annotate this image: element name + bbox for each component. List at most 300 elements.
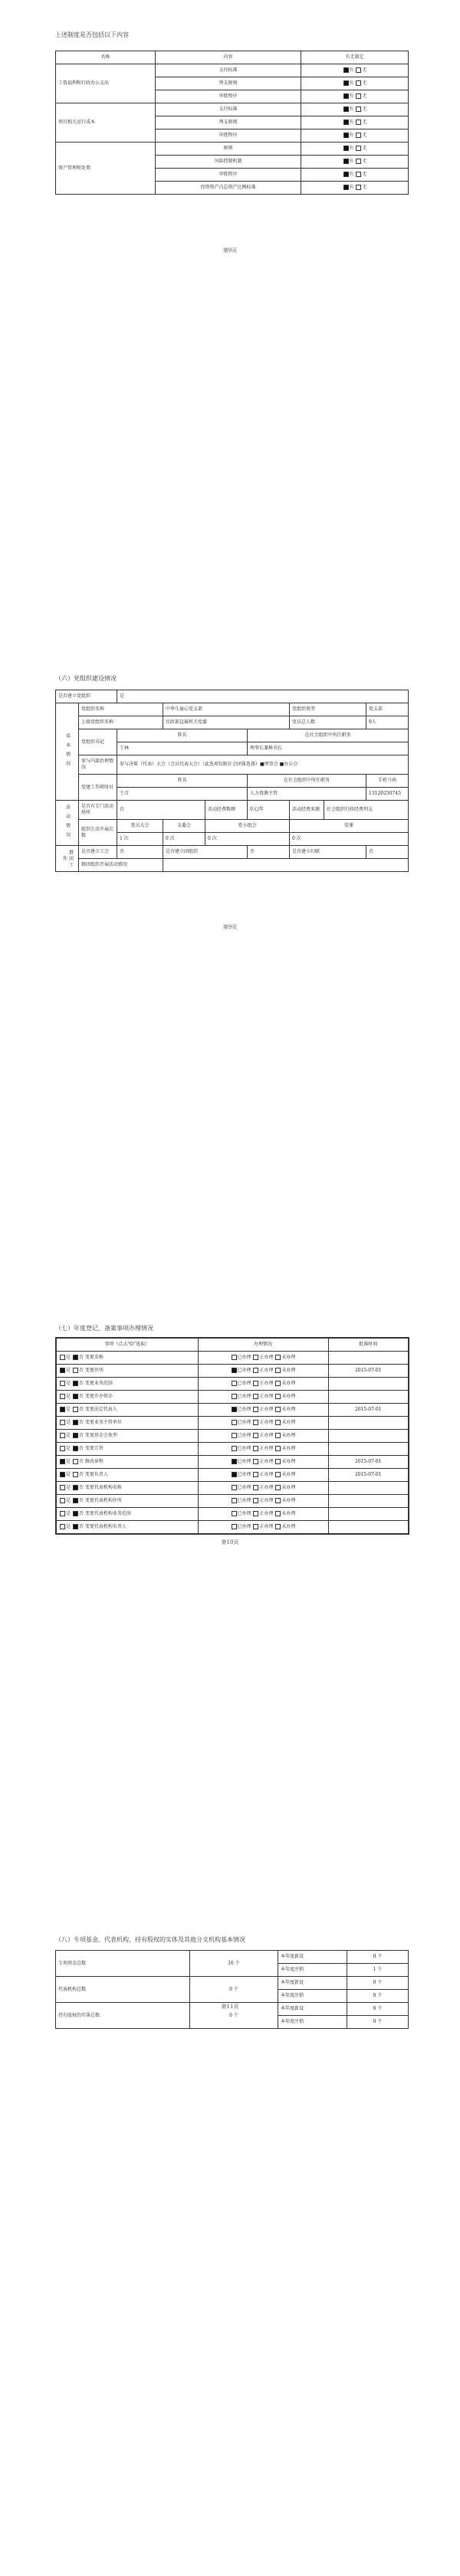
yes-label: 是 <box>66 1485 71 1490</box>
activity-side: 活动情况 <box>56 801 79 846</box>
not-label: 未办理 <box>281 1472 296 1477</box>
group-activity-value <box>163 859 409 872</box>
superior-label: 上级党组织名称 <box>79 716 163 729</box>
doing-label: 正办理 <box>259 1511 274 1516</box>
no-label: 否 <box>78 1381 84 1386</box>
checkbox-no[interactable] <box>356 146 361 151</box>
has-cell <box>301 156 409 169</box>
checkbox-yes[interactable] <box>343 146 349 151</box>
no-label: 否 <box>78 1355 84 1360</box>
radio-doing[interactable] <box>253 1472 258 1477</box>
table-row <box>56 1508 409 1521</box>
item-name: 变更名称 <box>84 1355 104 1360</box>
radio-no[interactable] <box>73 1485 78 1490</box>
section-title: （七）年度登记、备案事项办理情况 <box>55 1325 153 1332</box>
sub-value: 0 个 <box>347 1990 409 2003</box>
content-item: 审批程序 <box>156 129 301 143</box>
item-name: 变更开办资金 <box>84 1394 113 1399</box>
radio-yes[interactable] <box>60 1433 65 1438</box>
item-name: 变更业务主管单位 <box>84 1420 122 1425</box>
header-status: 办理情况 <box>198 1338 328 1352</box>
sub-value: 0 个 <box>347 1951 409 1964</box>
content-item: 原则 <box>156 143 301 156</box>
done-label: 已办理 <box>237 1368 251 1373</box>
radio-done[interactable] <box>232 1511 237 1516</box>
radio-yes[interactable] <box>60 1420 65 1425</box>
header-name: 名称 <box>56 51 156 64</box>
count-head-2: 支委会 <box>163 820 205 833</box>
has-cell <box>301 90 409 103</box>
secretary-name: 王林 <box>117 742 248 755</box>
checkbox-no[interactable] <box>356 107 361 112</box>
secretary-head-position: 在社会组织中所任职务 <box>248 729 409 742</box>
item-name: 变更业务范围 <box>84 1381 113 1386</box>
done-label: 已办理 <box>237 1459 251 1464</box>
liaison-phone: 13120250745 <box>366 788 409 801</box>
radio-doing[interactable] <box>253 1524 258 1529</box>
yes-label: 是 <box>66 1407 71 1412</box>
radio-no[interactable] <box>73 1524 78 1529</box>
content-item: 投资资产占总资产比例标准 <box>156 182 301 195</box>
checkbox-no[interactable] <box>356 120 361 125</box>
radio-no[interactable] <box>73 1498 78 1503</box>
yes-label: 是 <box>66 1420 71 1425</box>
radio-not[interactable] <box>275 1459 281 1464</box>
yes-label: 是 <box>66 1368 71 1373</box>
date-cell <box>328 1430 409 1443</box>
header-date: 批准时间 <box>328 1338 409 1352</box>
no-label: 无 <box>362 172 367 177</box>
radio-not[interactable] <box>275 1355 281 1360</box>
done-label: 已办理 <box>237 1446 251 1451</box>
radio-done[interactable] <box>232 1355 237 1360</box>
item-cell <box>56 1378 198 1391</box>
item-cell <box>56 1521 198 1535</box>
radio-not[interactable] <box>275 1511 281 1516</box>
checkbox-yes[interactable] <box>343 133 349 138</box>
checkbox-yes[interactable] <box>343 93 349 99</box>
yes-label: 是 <box>66 1472 71 1477</box>
item-name: 变更代表机构名称 <box>84 1485 122 1490</box>
count-val-1: 1 次 <box>117 833 163 846</box>
no-label: 否 <box>78 1472 84 1477</box>
table-row <box>56 1404 409 1417</box>
radio-yes[interactable] <box>60 1446 65 1451</box>
liaison-label: 党建工作联络员 <box>79 775 117 801</box>
radio-doing[interactable] <box>253 1420 258 1425</box>
row-name: 持有股权的实体总数 <box>56 2003 190 2029</box>
radio-no[interactable] <box>73 1381 78 1386</box>
radio-yes[interactable] <box>60 1355 65 1360</box>
radio-not[interactable] <box>275 1433 281 1438</box>
group-name: 资产管理和处置 <box>56 143 156 195</box>
item-cell <box>56 1391 198 1404</box>
yes-label: 是 <box>66 1433 71 1438</box>
status-cell <box>198 1508 328 1521</box>
participate-value: 参与决策（代表）大会（会员代表大会）（此选项仅限社会团体选择）■理事会 ■办公会 <box>117 755 409 775</box>
doing-label: 正办理 <box>259 1498 274 1503</box>
org-name-label: 党组织名称 <box>79 703 163 716</box>
members-label: 党员总人数 <box>290 716 366 729</box>
not-label: 未办理 <box>281 1446 296 1451</box>
doing-label: 正办理 <box>259 1433 274 1438</box>
intro-text: 上述制度是否包括以下内容 <box>55 31 129 38</box>
no-label: 否 <box>78 1394 84 1399</box>
item-name: 变更基金会类型 <box>84 1433 117 1438</box>
radio-yes[interactable] <box>60 1368 65 1373</box>
yes-label: 是 <box>66 1394 71 1399</box>
doing-label: 正办理 <box>259 1381 274 1386</box>
item-cell <box>56 1469 198 1482</box>
radio-doing[interactable] <box>253 1511 258 1516</box>
radio-no[interactable] <box>73 1446 78 1451</box>
has-cell <box>301 129 409 143</box>
no-label: 否 <box>78 1524 84 1529</box>
sub-label: 本年度注销 <box>278 1964 347 1977</box>
radio-yes[interactable] <box>60 1381 65 1386</box>
radio-no[interactable] <box>73 1394 78 1399</box>
done-label: 已办理 <box>237 1498 251 1503</box>
radio-doing[interactable] <box>253 1368 258 1373</box>
has-cell <box>301 182 409 195</box>
no-label: 否 <box>78 1498 84 1503</box>
status-cell <box>198 1352 328 1365</box>
done-label: 已办理 <box>237 1420 251 1425</box>
group-activity-label: 群团组织开展活动情况 <box>79 859 163 872</box>
radio-yes[interactable] <box>60 1472 65 1477</box>
no-label: 否 <box>78 1485 84 1490</box>
radio-no[interactable] <box>73 1511 78 1516</box>
section-title: （六）党组织建设情况 <box>55 675 117 682</box>
not-label: 未办理 <box>281 1433 296 1438</box>
date-cell: 2015-07-01 <box>328 1469 409 1482</box>
content-item: 支付标准 <box>156 103 301 116</box>
table-row <box>56 1521 409 1535</box>
radio-not[interactable] <box>275 1446 281 1451</box>
radio-doing[interactable] <box>253 1355 258 1360</box>
radio-yes[interactable] <box>60 1524 65 1529</box>
table-row <box>56 1482 409 1495</box>
checkbox-yes[interactable] <box>343 185 349 190</box>
checkbox-no[interactable] <box>356 80 361 86</box>
header-content: 内容 <box>156 51 301 64</box>
liaison-position: 人力资源主管 <box>248 788 366 801</box>
row-total: 0 个 <box>190 1977 278 2003</box>
item-cell <box>56 1404 198 1417</box>
checkbox-no[interactable] <box>356 67 361 73</box>
liaison-head-phone: 手机号码 <box>366 775 409 788</box>
content-item: 审批程序 <box>156 169 301 182</box>
radio-no[interactable] <box>73 1407 78 1412</box>
has-cell <box>301 77 409 90</box>
table-row <box>56 64 409 77</box>
table-row <box>56 1951 409 1964</box>
radio-not[interactable] <box>275 1524 281 1529</box>
checkbox-yes[interactable] <box>343 159 349 164</box>
not-label: 未办理 <box>281 1498 296 1503</box>
status-cell <box>198 1378 328 1391</box>
item-cell <box>56 1495 198 1508</box>
content-item: 风险控制机制 <box>156 156 301 169</box>
radio-no[interactable] <box>73 1368 78 1373</box>
done-label: 已办理 <box>237 1511 251 1516</box>
youth-label: 是否建立团组织 <box>163 846 248 859</box>
checkbox-yes[interactable] <box>343 120 349 125</box>
radio-no[interactable] <box>73 1433 78 1438</box>
radio-done[interactable] <box>232 1407 237 1412</box>
radio-not[interactable] <box>275 1420 281 1425</box>
date-cell <box>328 1443 409 1456</box>
radio-yes[interactable] <box>60 1498 65 1503</box>
checkbox-no[interactable] <box>356 172 361 177</box>
doing-label: 正办理 <box>259 1446 274 1451</box>
date-cell <box>328 1352 409 1365</box>
table-row <box>56 1391 409 1404</box>
yes-label: 有 <box>349 159 354 164</box>
radio-done[interactable] <box>232 1472 237 1477</box>
radio-not[interactable] <box>275 1381 281 1386</box>
source-value: 社会组织行政经费列支 <box>324 801 409 820</box>
date-cell: 2015-07-01 <box>328 1404 409 1417</box>
date-cell <box>328 1391 409 1404</box>
checkbox-no[interactable] <box>356 159 361 164</box>
group-name: 项目相关运行成本 <box>56 103 156 143</box>
yes-label: 是 <box>66 1446 71 1451</box>
not-label: 未办理 <box>281 1368 296 1373</box>
item-name: 变更法定代表人 <box>84 1407 117 1412</box>
secretary-head-name: 姓名 <box>117 729 248 742</box>
checkbox-no[interactable] <box>356 185 361 190</box>
status-cell <box>198 1443 328 1456</box>
date-cell <box>328 1378 409 1391</box>
content-item: 支付标准 <box>156 64 301 77</box>
radio-no[interactable] <box>73 1472 78 1477</box>
women-value: 否 <box>366 846 409 859</box>
funds-value: 0元/年 <box>248 801 290 820</box>
no-label: 否 <box>78 1420 84 1425</box>
item-cell <box>56 1365 198 1378</box>
sub-value: 0 个 <box>347 1977 409 1990</box>
radio-yes[interactable] <box>60 1485 65 1490</box>
radio-no[interactable] <box>73 1420 78 1425</box>
not-label: 未办理 <box>281 1485 296 1490</box>
count-label: 组织生活开展次数 <box>79 820 117 846</box>
date-cell <box>328 1482 409 1495</box>
page-number: 第10页 <box>221 1539 239 1545</box>
status-cell <box>198 1469 328 1482</box>
sub-label: 本年度注销 <box>278 2016 347 2029</box>
yes-label: 是 <box>66 1381 71 1386</box>
sub-value: 1 个 <box>347 1964 409 1977</box>
yes-label: 是 <box>66 1524 71 1529</box>
radio-doing[interactable] <box>253 1433 258 1438</box>
done-label: 已办理 <box>237 1433 251 1438</box>
yes-label: 有 <box>349 146 354 151</box>
yes-label: 有 <box>349 80 354 86</box>
radio-done[interactable] <box>232 1433 237 1438</box>
row-total: 16 个 <box>190 1951 278 1977</box>
doing-label: 正办理 <box>259 1472 274 1477</box>
radio-done[interactable] <box>232 1459 237 1464</box>
page-number: 第9页 <box>222 924 238 930</box>
status-cell <box>198 1482 328 1495</box>
members-value: 9人 <box>366 716 409 729</box>
has-cell <box>301 103 409 116</box>
radio-doing[interactable] <box>253 1381 258 1386</box>
radio-not[interactable] <box>275 1407 281 1412</box>
row-name: 专项基金总数 <box>56 1951 190 1977</box>
yes-label: 是 <box>66 1355 71 1360</box>
no-label: 无 <box>362 133 367 138</box>
union-value: 否 <box>117 846 163 859</box>
radio-done[interactable] <box>232 1394 237 1399</box>
no-label: 无 <box>362 159 367 164</box>
date-cell <box>328 1495 409 1508</box>
participate-label: 参与内部治理情况 <box>79 755 117 775</box>
table-row <box>56 1977 409 1990</box>
count-val-4: 0 次 <box>290 833 409 846</box>
header-has: 有无制定 <box>301 51 409 64</box>
radio-not[interactable] <box>275 1394 281 1399</box>
table-row <box>56 1456 409 1469</box>
checkbox-yes[interactable] <box>343 107 349 112</box>
no-label: 无 <box>362 120 367 125</box>
item-cell <box>56 1352 198 1365</box>
doing-label: 正办理 <box>259 1524 274 1529</box>
radio-doing[interactable] <box>253 1485 258 1490</box>
done-label: 已办理 <box>237 1381 251 1386</box>
page-number: 第9页 <box>222 247 238 254</box>
not-label: 未办理 <box>281 1407 296 1412</box>
checkbox-yes[interactable] <box>343 80 349 86</box>
not-label: 未办理 <box>281 1381 296 1386</box>
doing-label: 正办理 <box>259 1394 274 1399</box>
status-cell <box>198 1365 328 1378</box>
status-cell <box>198 1417 328 1430</box>
radio-done[interactable] <box>232 1498 237 1503</box>
radio-done[interactable] <box>232 1381 237 1386</box>
item-name: 变更代表机构业务范围 <box>84 1511 131 1516</box>
row-total: 0 个 <box>190 2003 278 2029</box>
section-title: （八）专项基金、代表机构、持有股权的实体及其他分支机构基本情况 <box>55 1936 245 1943</box>
yes-label: 有 <box>349 133 354 138</box>
branch-table <box>55 1950 409 2029</box>
sub-label: 本年度新设 <box>278 1951 347 1964</box>
item-cell <box>56 1430 198 1443</box>
yes-label: 有 <box>349 172 354 177</box>
date-cell <box>328 1521 409 1535</box>
no-label: 否 <box>78 1446 84 1451</box>
radio-no[interactable] <box>73 1355 78 1360</box>
radio-doing[interactable] <box>253 1407 258 1412</box>
count-head-3: 党小组会 <box>205 820 290 833</box>
radio-not[interactable] <box>275 1368 281 1373</box>
union-label: 是否建立工会 <box>79 846 117 859</box>
radio-doing[interactable] <box>253 1498 258 1503</box>
done-label: 已办理 <box>237 1407 251 1412</box>
content-item: 列支原则 <box>156 77 301 90</box>
yes-label: 是 <box>66 1511 71 1516</box>
done-label: 已办理 <box>237 1524 251 1529</box>
radio-yes[interactable] <box>60 1407 65 1412</box>
radio-not[interactable] <box>275 1472 281 1477</box>
yes-label: 有 <box>349 93 354 99</box>
radio-not[interactable] <box>275 1498 281 1503</box>
no-label: 无 <box>362 185 367 190</box>
count-val-2: 0 次 <box>163 833 205 846</box>
doing-label: 正办理 <box>259 1407 274 1412</box>
radio-done[interactable] <box>232 1485 237 1490</box>
no-label: 无 <box>362 80 367 86</box>
date-cell: 2015-07-01 <box>328 1365 409 1378</box>
yes-label: 是 <box>66 1459 71 1464</box>
secretary-label: 党组织书记 <box>79 729 117 755</box>
radio-no[interactable] <box>73 1459 78 1464</box>
table-row <box>56 1417 409 1430</box>
superior-value: 民政部直属机关党委 <box>163 716 290 729</box>
checkbox-yes[interactable] <box>343 67 349 73</box>
no-label: 无 <box>362 146 367 151</box>
radio-yes[interactable] <box>60 1394 65 1399</box>
not-label: 未办理 <box>281 1511 296 1516</box>
yes-label: 有 <box>349 185 354 190</box>
done-label: 已办理 <box>237 1485 251 1490</box>
radio-not[interactable] <box>275 1485 281 1490</box>
yes-label: 是 <box>66 1498 71 1503</box>
done-label: 已办理 <box>237 1472 251 1477</box>
checkbox-no[interactable] <box>356 133 361 138</box>
radio-done[interactable] <box>232 1420 237 1425</box>
radio-done[interactable] <box>232 1368 237 1373</box>
item-name: 变更负责人 <box>84 1472 108 1477</box>
status-cell <box>198 1456 328 1469</box>
not-label: 未办理 <box>281 1394 296 1399</box>
radio-yes[interactable] <box>60 1511 65 1516</box>
doing-label: 正办理 <box>259 1368 274 1373</box>
no-label: 无 <box>362 93 367 99</box>
radio-done[interactable] <box>232 1446 237 1451</box>
radio-doing[interactable] <box>253 1459 258 1464</box>
checkbox-no[interactable] <box>356 93 361 99</box>
content-item: 列支原则 <box>156 116 301 129</box>
count-val-3: 0 次 <box>205 833 290 846</box>
registration-table <box>55 1337 409 1535</box>
sub-value: 0 个 <box>347 2003 409 2016</box>
table-row <box>56 1430 409 1443</box>
org-type-label: 党组织类型 <box>290 703 366 716</box>
yes-label: 有 <box>349 67 354 73</box>
org-type-value: 党支部 <box>366 703 409 716</box>
table-row <box>56 1495 409 1508</box>
radio-yes[interactable] <box>60 1459 65 1464</box>
doing-label: 正办理 <box>259 1355 274 1360</box>
table-row <box>56 1352 409 1365</box>
not-label: 未办理 <box>281 1459 296 1464</box>
radio-done[interactable] <box>232 1524 237 1529</box>
radio-doing[interactable] <box>253 1394 258 1399</box>
doing-label: 正办理 <box>259 1420 274 1425</box>
content-item: 审批程序 <box>156 90 301 103</box>
radio-doing[interactable] <box>253 1446 258 1451</box>
status-cell <box>198 1495 328 1508</box>
checkbox-yes[interactable] <box>343 172 349 177</box>
item-name: 变更住所 <box>84 1368 104 1373</box>
party-org-table <box>55 690 409 872</box>
doing-label: 正办理 <box>259 1459 274 1464</box>
liaison-head-position: 在社会组织中所任职务 <box>248 775 366 788</box>
youth-value: 否 <box>248 846 290 859</box>
item-name: 修改章程 <box>84 1459 104 1464</box>
